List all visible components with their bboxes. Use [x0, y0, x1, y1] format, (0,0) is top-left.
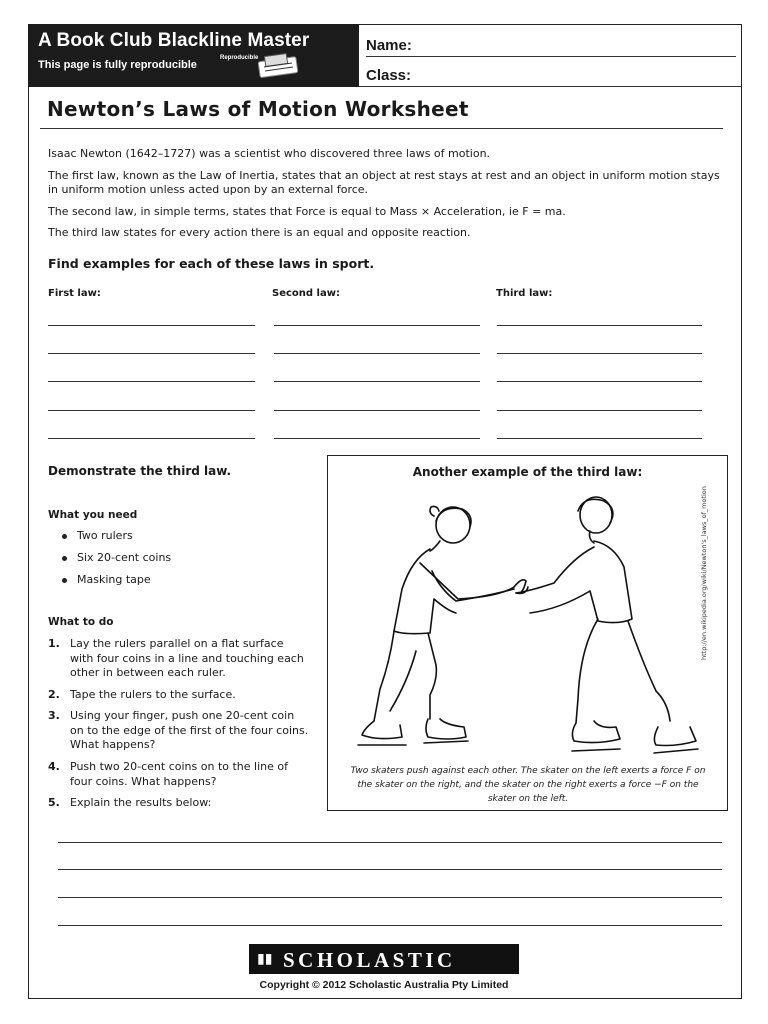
source-url: http://en.wikipedia.org/wiki/Newton's_laws_of_motion — [700, 486, 708, 660]
explain-line[interactable] — [58, 925, 722, 926]
bullet-icon — [62, 578, 67, 583]
step-text: Tape the rulers to the surface. — [70, 688, 236, 701]
class-line — [359, 86, 742, 87]
answer-line[interactable] — [274, 410, 480, 411]
answer-line[interactable] — [497, 353, 702, 354]
name-label: Name: — [366, 37, 412, 54]
column-heading-second-law: Second law: — [272, 288, 340, 299]
bullet-icon — [62, 556, 67, 561]
answer-line[interactable] — [497, 325, 702, 326]
copyright: Copyright © 2012 Scholastic Australia Pty Limited — [259, 979, 509, 991]
step-number: 3. — [48, 709, 60, 722]
reproducible-stamp-icon — [256, 53, 302, 81]
intro-paragraph: The first law, known as the Law of Inertia, states that an object at rest stays at rest and an object in uniform motion stays in uniform motion unless acted upon by an external force. — [48, 169, 720, 196]
logo-wordmark: SCHOLASTIC — [283, 948, 456, 972]
find-heading: Find examples for each of these laws in sport. — [48, 256, 375, 271]
intro-paragraph: Isaac Newton (1642–1727) was a scientist who discovered three laws of motion. — [48, 147, 491, 160]
title-divider — [40, 128, 723, 129]
answer-line[interactable] — [48, 410, 255, 411]
stamp-label: Reproducible — [220, 55, 259, 61]
answer-line[interactable] — [497, 410, 702, 411]
skaters-illustration — [328, 491, 726, 791]
answer-line[interactable] — [274, 438, 480, 439]
book-icon: ▮▮ — [257, 951, 273, 967]
list-item-label: Two rulers — [77, 529, 133, 542]
column-heading-third-law: Third law: — [496, 288, 553, 299]
explain-line[interactable] — [58, 842, 722, 843]
step-number: 2. — [48, 688, 60, 701]
answer-line[interactable] — [274, 381, 480, 382]
bullet-icon — [62, 534, 67, 539]
list-item-label: Six 20-cent coins — [77, 551, 172, 564]
step-number: 1. — [48, 637, 60, 650]
step-number: 4. — [48, 760, 60, 773]
figure-box — [327, 455, 728, 811]
page-title: Newton’s Laws of Motion Worksheet — [47, 97, 469, 121]
list-item-label: Masking tape — [77, 573, 151, 586]
step-text: Lay the rulers parallel on a flat surface with four coins in a line and touching each other in between each ruler. — [70, 637, 304, 679]
figure-caption: Two skaters push against each other. The skater on the left exerts a force F on the skater on the right, and the skater on the right exerts a force −F on the skater on the left. — [350, 766, 706, 804]
answer-line[interactable] — [274, 325, 480, 326]
scholastic-logo — [249, 944, 519, 974]
answer-line[interactable] — [48, 353, 255, 354]
answer-line[interactable] — [274, 353, 480, 354]
step-text: Explain the results below: — [70, 796, 212, 809]
step-text: Using your finger, push one 20-cent coin on to the edge of the first of the four coins. What happens? — [70, 709, 309, 751]
answer-line[interactable] — [48, 381, 255, 382]
list-item — [62, 551, 171, 564]
intro-paragraph: The third law states for every action there is an equal and opposite reaction. — [48, 226, 471, 239]
step-text: Push two 20-cent coins on to the line of four coins. What happens? — [70, 760, 288, 788]
answer-line[interactable] — [497, 381, 702, 382]
list-item — [62, 529, 133, 542]
intro-paragraph: The second law, in simple terms, states that Force is equal to Mass × Acceleration, ie F = ma. — [48, 205, 566, 218]
what-you-need-heading: What you need — [48, 509, 138, 521]
banner-title: A Book Club Blackline Master — [38, 30, 310, 51]
figure-title: Another example of the third law: — [412, 465, 643, 479]
answer-line[interactable] — [48, 325, 255, 326]
demo-heading: Demonstrate the third law. — [48, 464, 232, 478]
name-line — [366, 56, 736, 57]
banner-subtitle: This page is fully reproducible — [38, 59, 197, 71]
list-item — [62, 573, 151, 586]
explain-line[interactable] — [58, 869, 722, 870]
answer-line[interactable] — [497, 438, 702, 439]
answer-line[interactable] — [48, 438, 255, 439]
class-label: Class: — [366, 67, 412, 84]
what-to-do-heading: What to do — [48, 616, 114, 628]
header-banner — [28, 24, 359, 87]
step-number: 5. — [48, 796, 60, 809]
explain-line[interactable] — [58, 897, 722, 898]
column-heading-first-law: First law: — [48, 288, 101, 299]
